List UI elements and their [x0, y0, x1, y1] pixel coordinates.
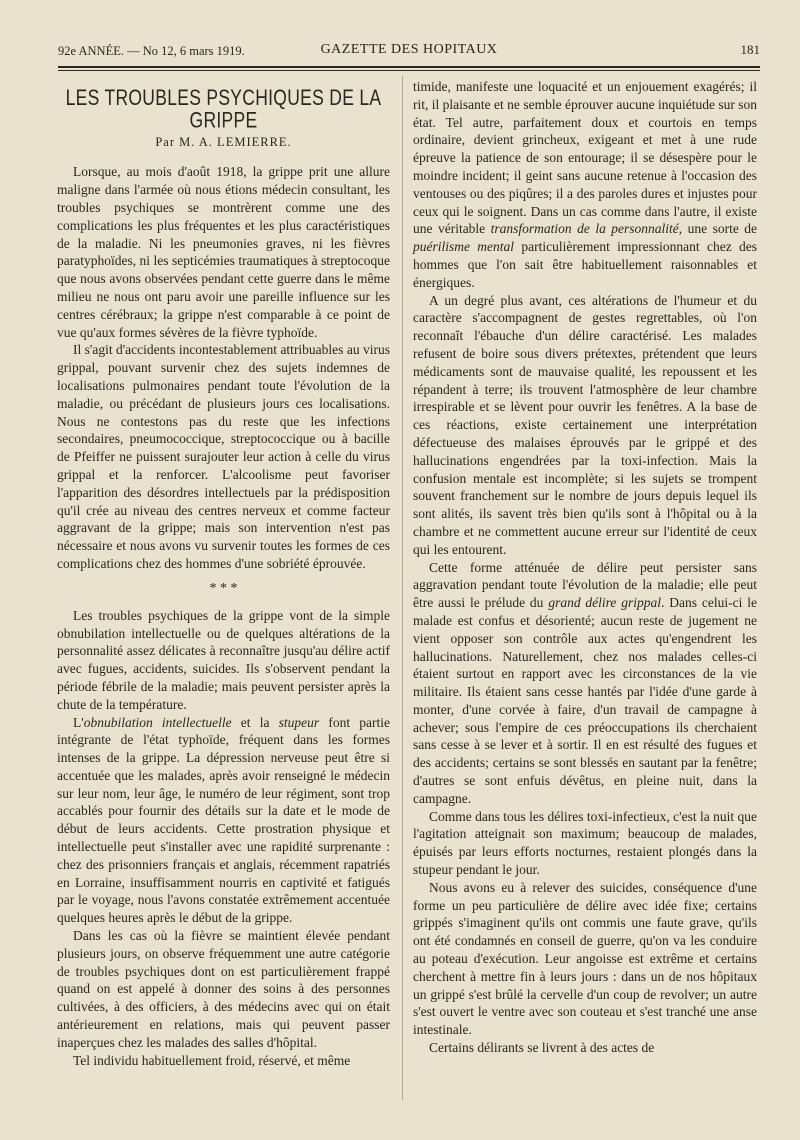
right-column	[413, 78, 757, 1057]
paragraph	[57, 714, 390, 928]
paragraph: Lorsque, au mois d'août 1918, la grippe prit une allure maligne dans l'armée où nous étions médecin consultant, les troubles psychiques se montrèrent comme une des complications les plus fréquentes et les plus caractéristiques de la maladie. Ni les pneumonies graves, ni les fièvres paratyphoïdes, ni les septicémies traumatiques à streptocoque que nous avons observées pendant cette guerre dans le même milieu ne nous ont paru avoir une pareille influence sur les centres cérébraux; la grippe n'est comparable à ce point de vue qu'aux formes sévères de la fièvre typhoïde.	[57, 164, 390, 340]
text-run: et la	[231, 714, 279, 730]
text-run: . Dans celui-ci le malade est confus et désorienté; aucun reste de jugement ne vient opposer son contrôle aux actes qu'engendrent les hallucinations. Naturellement, chez nos malades celles-ci étaient surtout en rapport avec les circonstances de la vie militaire. Ils étaient sans cesse hantés par l'idée d'une garde à monter, d'une corvée à faire, d'un travail de campagne à achever; sous l'empire de ces préoccupations ils cherchaient sans cesse à se lever et à sortir. Il en est résulté des fugues et des accidents; certains se sont blessés en sautant par la fenêtre; d'autres se sont enfuis dévêtus, en pleine nuit, dans la campagne.	[413, 595, 758, 806]
paragraph: Dans les cas où la fièvre se maintient élevée pendant plusieurs jours, on observe fréquemment une autre catégorie de troubles psychiques dont on est particulièrement frappé quand on est appelé à donner des soins à des personnes cultivées, à des officiers, à des médecins avec qui on était antérieurement en relations, mais qui peuvent passer inaperçues chez les malades des salles d'hôpital.	[57, 928, 390, 1050]
paragraph: Comme dans tous les délires toxi-infectieux, c'est la nuit que l'agitation atteignait son maximum; beaucoup de malades, épuisés par leurs efforts nocturnes, restaient plongés dans la stupeur pendant le jour.	[413, 808, 757, 878]
paragraph: Nous avons eu à relever des suicides, conséquence d'une forme un peu particulière de délire avec idée fixe; certains grippés s'imaginent qu'ils ont commis une faute grave, qu'ils ont été condamnés en conseil de guerre, qu'on va les conduire au poteau d'exécution. Leur angoisse est extrême et certains cherchent à mettre fin à leurs jours : dans un de nos hôpitaux un grippé s'est brûlé la cervelle d'un coup de revolver; un autre s'est ouvert le ventre avec son couteau et s'est tranché une anse intestinale.	[413, 879, 757, 1038]
paragraph	[413, 559, 757, 808]
paragraph: Les troubles psychiques de la grippe vont de la simple obnubilation intellectuelle ou de quelques altérations de la personnalité assez délicates à reconnaître jusqu'au délire actif avec fugues, accidents, suicides. Ils s'observent pendant la période fébrile de la maladie; mais peuvent persister après la chute de la température.	[57, 607, 390, 712]
emphasis: grand délire grippal	[548, 595, 662, 611]
paragraph: A un degré plus avant, ces altérations de l'humeur et du caractère s'accompagnent de gestes regrettables, où l'on reconnaît l'ébauche d'un délire caractérisé. Les malades refusent de boire sous divers prétextes, prétendent que leurs médicaments sont de mauvaise qualité, les repoussent et les répandent à terre; ils trouvent l'atmosphère de leur chambre irrespirable et se lèvent pour ouvrir les fenêtres. A la base de ces réactions, existe certainement une interprétation défectueuse des malaises éprouvés par le grippé et des hallucinations engendrées par la toxi-infection. Mais la confusion mentale est incomplète; si les sujets se trompent souvent franchement sur le nombre de jours depuis lequel ils sont alités, ils savent très bien qu'ils sont à l'hôpital ou à la chambre et ne commettent aucune erreur sur l'identité de ceux qui les entourent.	[413, 292, 757, 557]
text-run: L'	[73, 714, 84, 730]
paragraph: Il s'agit d'accidents incontestablement attribuables au virus grippal, pouvant survenir chez des sujets indemnes de localisations pulmonaires pendant toute l'évolution de la maladie, ou précédant de plusieurs jours ces localisations. Nous ne contestons pas du reste que les infections secondaires, pneumococcique, streptococcique ou à bacille de Pfeiffer ne puissent surajouter leur action à celle du virus grippal et la renforcer. L'alcoolisme peut favoriser l'apparition des désordres intellectuels par la prédisposition qu'il crée au niveau des centres nerveux et comme facteur aggravant de la grippe; mais son intervention n'est pas nécessaire et nous avons vu survenir toutes les formes de ces complications chez des hommes d'une sobriété éprouvée.	[57, 342, 390, 571]
article-byline: Par M. A. LEMIERRE.	[155, 134, 292, 149]
emphasis: obnubilation intellectuelle	[83, 714, 232, 730]
journal-title: GAZETTE DES HOPITAUX	[320, 42, 498, 57]
emphasis: transformation de la personnalité	[490, 221, 679, 237]
page-header	[58, 40, 760, 62]
column-separator	[402, 76, 403, 1100]
issue-info: 92e ANNÉE. — No 12, 6 mars 1919.	[58, 44, 245, 58]
emphasis: puérilisme mental	[413, 239, 515, 255]
header-rule-thin	[58, 70, 760, 71]
section-separator: * * *	[209, 580, 238, 596]
text-run: timide, manifeste une loquacité et un enjouement exagérés; il rit, il plaisante et ne semble éprouver aucune inquiétude sur son état. Tel autre, parfaitement doux et courtois en temps ordinaire, devient grincheux, exigeant et met à une rude épreuve la patience de son entourage; il se désespère pour le moindre incident; il geint sans aucune retenue à l'occasion des ventouses ou des piqûres; il a des paroles dures et injustes pour ceux qui le soignent. Dans un cas comme dans l'autre, il existe une véritable	[413, 79, 757, 237]
text-run: , une sorte de	[678, 221, 758, 237]
left-column	[57, 78, 390, 1069]
text-run: particulièrement impressionnant chez des hommes que l'on sait être habituellement raisonnables et énergiques.	[413, 239, 757, 290]
text-run: font partie intégrante de l'état typhoïde, fréquent dans les formes intenses de la grippe. La dépression nerveuse peut être si accentuée que les malades, après avoir renseigné le médecin sur leur nom, leur âge, le numéro de leur régiment, sont trop accablés pour fournir des détails sur la date et le mode de début de leurs accidents. Cette prostration physique et intellectuelle peut s'installer avec une rapidité surprenante : chez des prisonniers français et anglais, récemment rapatriés en Lorraine, insuffisamment nourris en captivité et fatigués par le voyage, nous l'avons constatée extrêmement accentuée quelques heures après le début de la grippe.	[57, 714, 390, 926]
header-rule-thick	[58, 66, 760, 68]
emphasis: stupeur	[278, 714, 320, 730]
paragraph: Tel individu habituellement froid, réservé, et même	[73, 1052, 351, 1068]
article-title: LES TROUBLES PSYCHIQUES DE LA GRIPPE	[65, 85, 382, 133]
text-run: Cette forme atténuée de délire peut persister sans aggravation pendant toute l'évolution de la maladie; elle peut être aussi le prélude du	[413, 559, 757, 611]
paragraph	[413, 78, 757, 292]
page-number: 181	[740, 42, 760, 57]
paragraph: Certains délirants se livrent à des actes de	[429, 1040, 655, 1056]
